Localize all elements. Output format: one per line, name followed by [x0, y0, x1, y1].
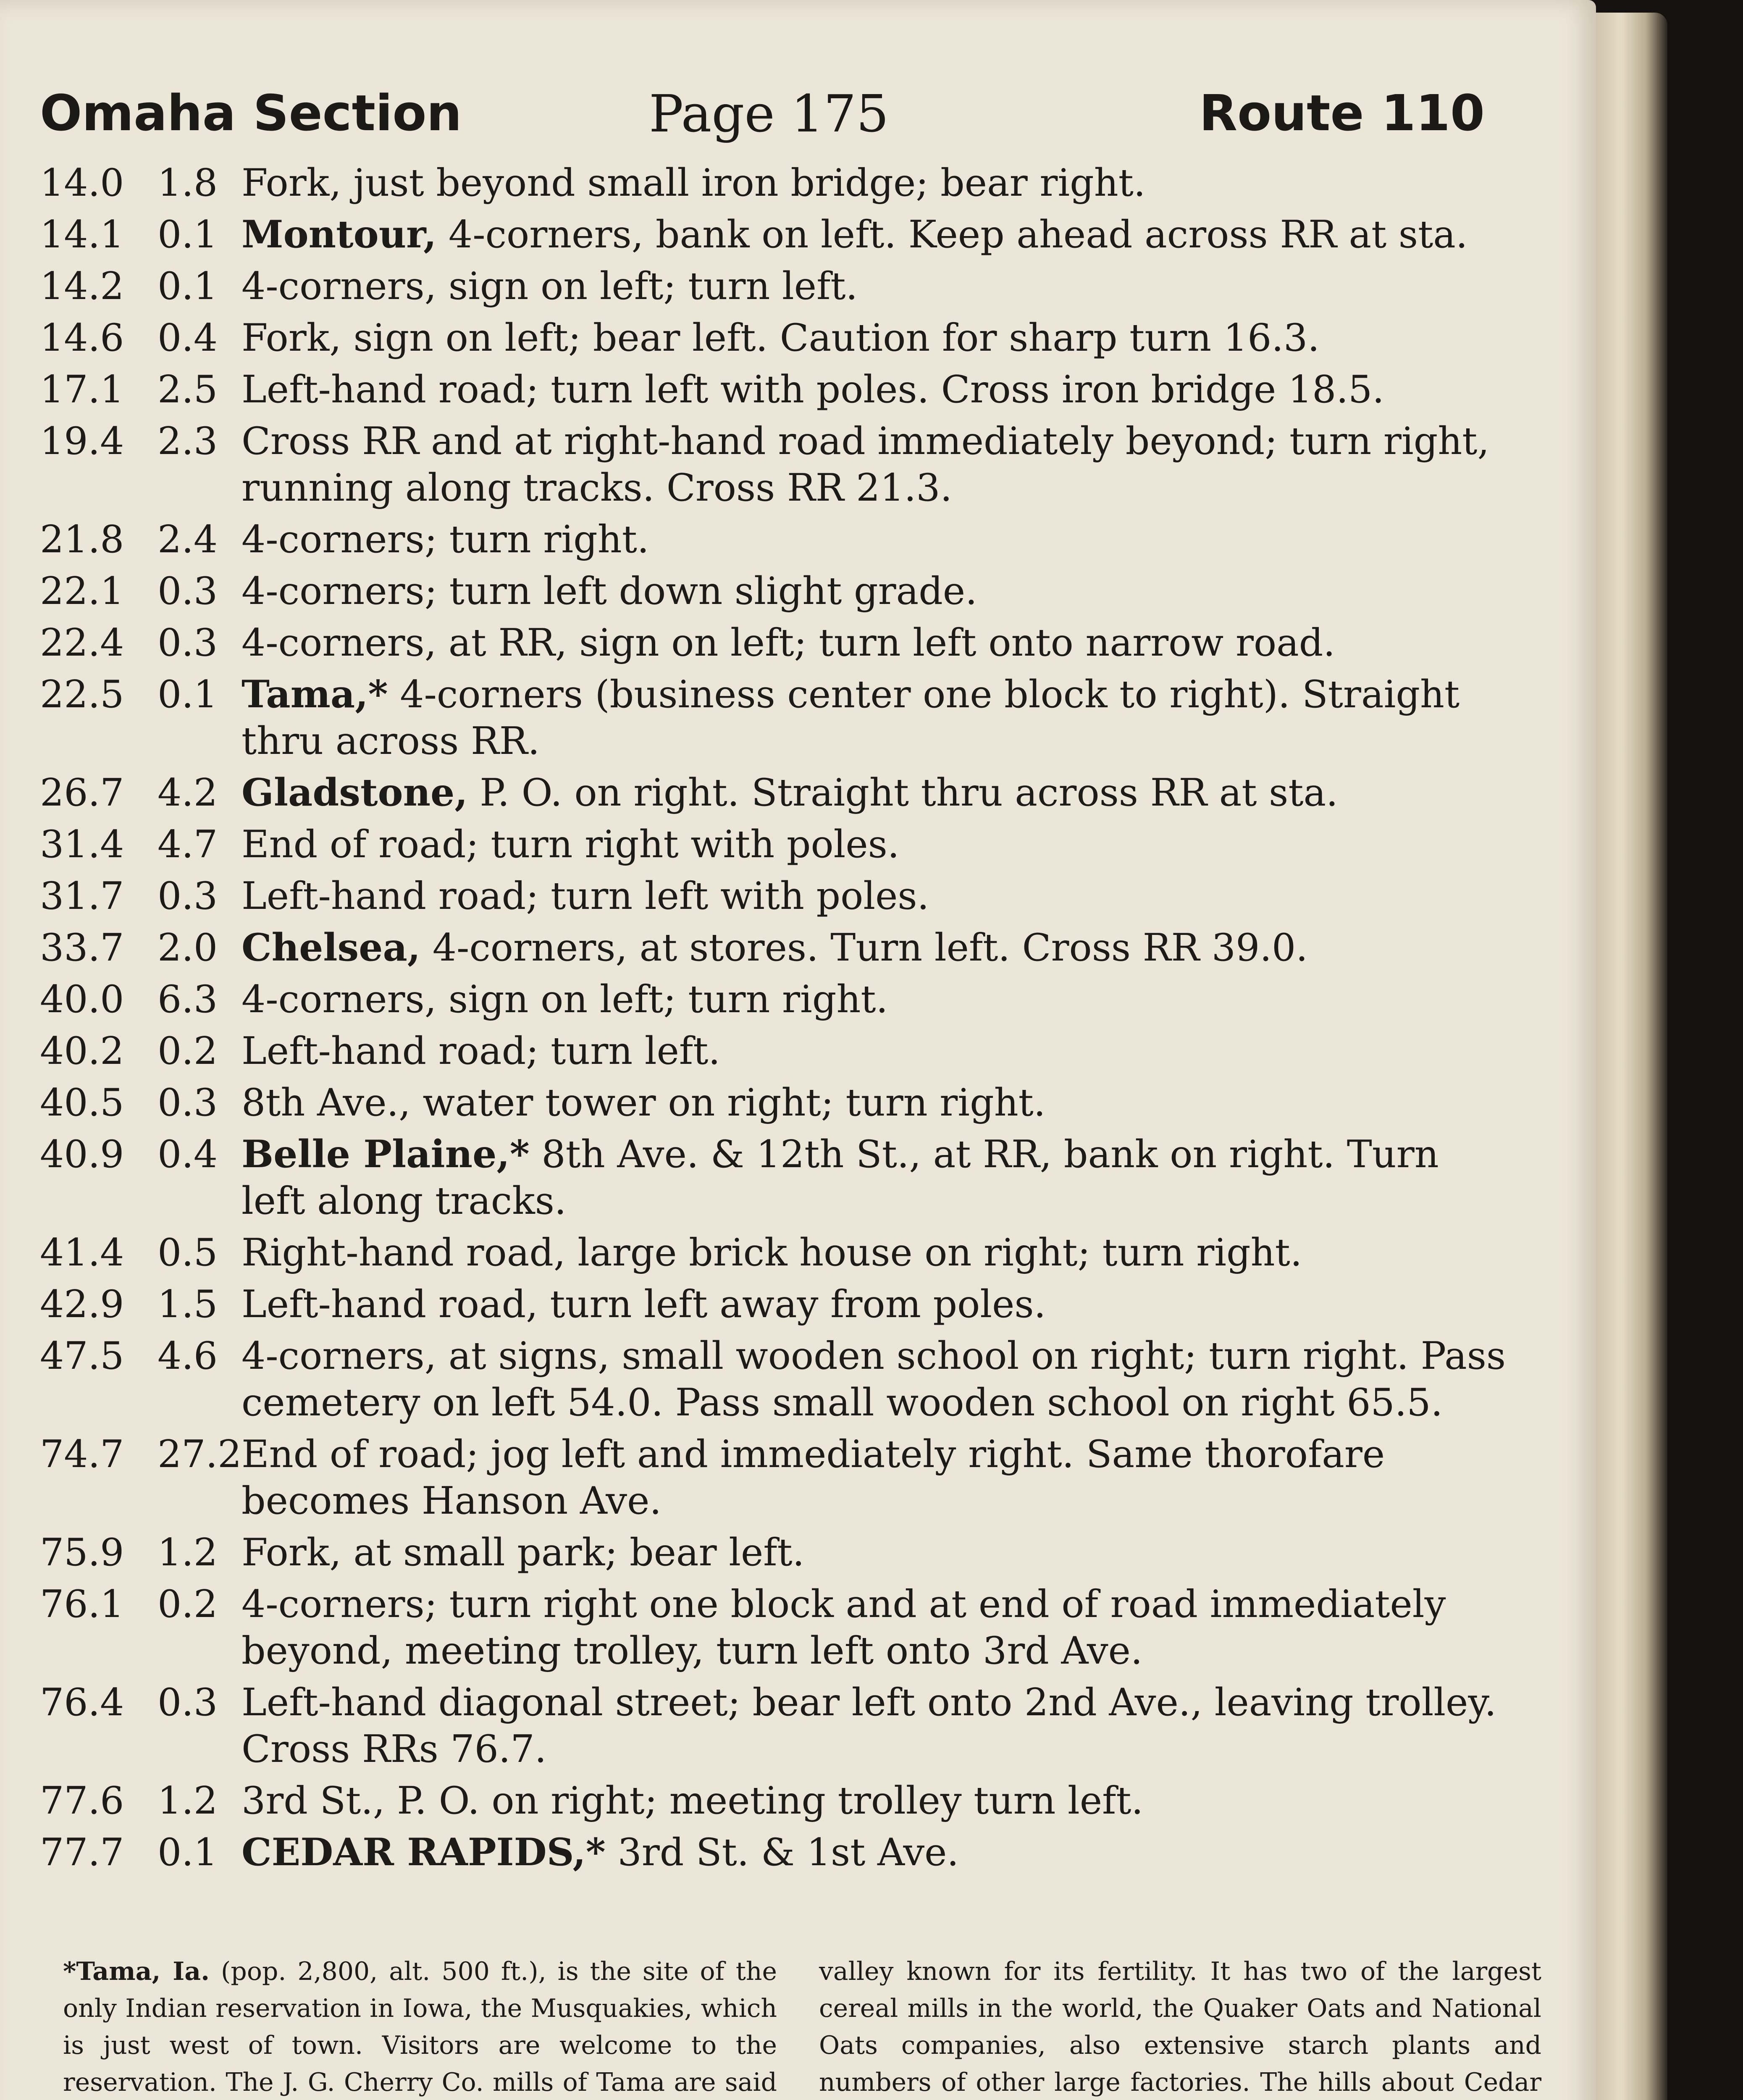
direction-detail: Fork, just beyond small iron bridge; bear right. [242, 161, 1146, 205]
route-entry [40, 366, 1510, 413]
direction-detail: P. O. on right. Straight thru across RR at sta. [467, 771, 1338, 815]
route-entry [40, 924, 1510, 971]
notes-right-column [819, 1953, 1541, 2100]
route-entry [40, 1431, 1510, 1524]
note-tama [63, 1953, 777, 2100]
direction-text [242, 1431, 1510, 1524]
direction-detail: End of road; turn right with poles. [242, 822, 900, 866]
interval-mileage: 0.1 [158, 672, 218, 717]
note-tama-text: (pop. 2,800, alt. 500 ft.), is the site of the only Indian reservation in Iowa, the Musquakies, which is just west of town. Visitors are welcome to the reservation. The J. G. Cherry Co. mills of Tama are said [63, 1957, 777, 2097]
total-mileage: 26.7 [40, 771, 124, 815]
route-entry [40, 1079, 1510, 1126]
total-mileage: 74.7 [40, 1432, 124, 1476]
total-mileage: 76.4 [40, 1680, 124, 1725]
route-entry [40, 1529, 1510, 1576]
direction-detail: Left-hand road; turn left with poles. Cross iron bridge 18.5. [242, 368, 1384, 412]
total-mileage: 41.4 [40, 1231, 124, 1275]
route-entry [40, 315, 1510, 361]
route-entry [40, 1829, 1510, 1876]
note-cedar-rapids-continued: valley known for its fertility. It has two of the largest cereal mills in the world, the Quaker Oats and National Oats companies, also extensive starch plants and numbers of other large factories. The hills about Cedar [819, 1957, 1541, 2097]
direction-text [242, 1529, 1510, 1576]
total-mileage: 31.7 [40, 874, 124, 918]
route-entry [40, 516, 1510, 563]
direction-detail: Right-hand road, large brick house on right; turn right. [242, 1231, 1302, 1275]
route-directions [40, 160, 1510, 1881]
total-mileage: 77.7 [40, 1830, 124, 1874]
total-mileage: 22.5 [40, 672, 124, 717]
interval-mileage: 1.2 [158, 1779, 218, 1823]
total-mileage: 47.5 [40, 1334, 124, 1378]
direction-detail: 4-corners, at signs, small wooden school on right; turn right. Pass cemetery on left 54.0. Pass small wooden school on right 65.5. [242, 1334, 1506, 1425]
direction-detail: 8th Ave. & 12th St., at RR, bank on right. Turn left along tracks. [242, 1132, 1439, 1223]
total-mileage: 76.1 [40, 1582, 124, 1626]
interval-mileage: 2.0 [158, 926, 218, 970]
total-mileage: 14.0 [40, 161, 124, 205]
direction-detail: 3rd St., P. O. on right; meeting trolley turn left. [242, 1779, 1144, 1823]
total-mileage: 75.9 [40, 1530, 124, 1575]
direction-detail: Left-hand road; turn left. [242, 1029, 720, 1073]
total-mileage: 22.1 [40, 569, 124, 613]
interval-mileage: 0.3 [158, 1081, 218, 1125]
interval-mileage: 4.2 [158, 771, 218, 815]
direction-text [242, 1829, 1510, 1876]
interval-mileage: 2.4 [158, 517, 218, 562]
total-mileage: 22.4 [40, 621, 124, 665]
total-mileage: 14.2 [40, 264, 124, 308]
direction-detail: Fork, at small park; bear left. [242, 1530, 805, 1575]
direction-text [242, 671, 1510, 764]
direction-text [242, 1028, 1510, 1074]
interval-mileage: 4.7 [158, 822, 218, 866]
interval-mileage: 27.2 [158, 1432, 242, 1476]
notes-left-column [63, 1953, 777, 2100]
direction-text [242, 924, 1510, 971]
place-name: Belle Plaine,* [242, 1132, 530, 1176]
direction-detail: 4-corners; turn right. [242, 517, 649, 562]
interval-mileage: 0.2 [158, 1029, 218, 1073]
direction-text [242, 976, 1510, 1023]
direction-text [242, 821, 1510, 868]
total-mileage: 14.6 [40, 316, 124, 360]
direction-detail: Left-hand diagonal street; bear left onto 2nd Ave., leaving trolley. Cross RRs 76.7. [242, 1680, 1496, 1771]
interval-mileage: 0.3 [158, 621, 218, 665]
direction-detail: 3rd St. & 1st Ave. [605, 1830, 959, 1874]
total-mileage: 19.4 [40, 419, 124, 463]
route-entry [40, 671, 1510, 764]
direction-text [242, 211, 1510, 258]
direction-text [242, 1079, 1510, 1126]
place-name: Chelsea, [242, 925, 421, 970]
total-mileage: 17.1 [40, 368, 124, 412]
direction-detail: 4-corners; turn left down slight grade. [242, 569, 977, 613]
interval-mileage: 0.1 [158, 213, 218, 257]
direction-detail: Fork, sign on left; bear left. Caution for sharp turn 16.3. [242, 316, 1320, 360]
direction-detail: End of road; jog left and immediately right. Same thorofare becomes Hanson Ave. [242, 1432, 1385, 1523]
direction-text [242, 873, 1510, 919]
interval-mileage: 0.4 [158, 1132, 218, 1176]
interval-mileage: 0.5 [158, 1231, 218, 1275]
route-entry [40, 263, 1510, 310]
interval-mileage: 2.5 [158, 368, 218, 412]
direction-text [242, 1131, 1510, 1224]
note-tama-title: *Tama, Ia. [63, 1957, 210, 1986]
total-mileage: 77.6 [40, 1779, 124, 1823]
direction-detail: 4-corners, sign on left; turn right. [242, 977, 888, 1021]
route-entry [40, 821, 1510, 868]
route-entry [40, 620, 1510, 666]
interval-mileage: 2.3 [158, 419, 218, 463]
route-entry [40, 1229, 1510, 1276]
place-name: Montour, [242, 212, 437, 257]
direction-detail: Left-hand road, turn left away from poles. [242, 1282, 1046, 1326]
book-page-edge [1596, 13, 1667, 2100]
route-entry [40, 976, 1510, 1023]
route-entry [40, 1028, 1510, 1074]
route-entry [40, 769, 1510, 816]
total-mileage: 40.0 [40, 977, 124, 1021]
total-mileage: 40.2 [40, 1029, 124, 1073]
direction-text [242, 1777, 1510, 1824]
direction-text [242, 418, 1510, 511]
interval-mileage: 1.5 [158, 1282, 218, 1326]
interval-mileage: 0.3 [158, 874, 218, 918]
page-header [40, 84, 1485, 155]
route-entry [40, 1281, 1510, 1328]
route-entry [40, 211, 1510, 258]
interval-mileage: 1.2 [158, 1530, 218, 1575]
route-entry [40, 1333, 1510, 1426]
total-mileage: 42.9 [40, 1282, 124, 1326]
section-title: Omaha Section [40, 84, 462, 142]
route-entry [40, 1131, 1510, 1224]
place-name: Gladstone, [242, 770, 468, 815]
direction-detail: 8th Ave., water tower on right; turn right. [242, 1081, 1046, 1125]
route-entry [40, 160, 1510, 206]
interval-mileage: 0.1 [158, 1830, 218, 1874]
route-entry [40, 568, 1510, 614]
direction-detail: 4-corners; turn right one block and at end of road immediately beyond, meeting trolley, turn left onto 3rd Ave. [242, 1582, 1446, 1673]
direction-text [242, 1333, 1510, 1426]
interval-mileage: 0.3 [158, 1680, 218, 1725]
place-name: Tama,* [242, 672, 388, 717]
route-entry [40, 1777, 1510, 1824]
interval-mileage: 0.3 [158, 569, 218, 613]
direction-text [242, 516, 1510, 563]
page-number: Page 175 [649, 84, 889, 144]
direction-detail: 4-corners (business center one block to right). Straight thru across RR. [242, 672, 1460, 763]
direction-detail: 4-corners, at stores. Turn left. Cross RR 39.0. [420, 926, 1308, 970]
direction-detail: 4-corners, at RR, sign on left; turn left onto narrow road. [242, 621, 1336, 665]
direction-detail: 4-corners, bank on left. Keep ahead across RR at sta. [436, 213, 1468, 257]
direction-text [242, 1281, 1510, 1328]
direction-detail: 4-corners, sign on left; turn left. [242, 264, 858, 308]
direction-text [242, 1581, 1510, 1674]
interval-mileage: 4.6 [158, 1334, 218, 1378]
route-entry [40, 1581, 1510, 1674]
direction-text [242, 315, 1510, 361]
route-entry [40, 873, 1510, 919]
route-entry [40, 1679, 1510, 1772]
direction-detail: Left-hand road; turn left with poles. [242, 874, 929, 918]
direction-text [242, 568, 1510, 614]
direction-text [242, 263, 1510, 310]
interval-mileage: 0.1 [158, 264, 218, 308]
total-mileage: 33.7 [40, 926, 124, 970]
direction-text [242, 1679, 1510, 1772]
direction-text [242, 620, 1510, 666]
interval-mileage: 6.3 [158, 977, 218, 1021]
total-mileage: 40.9 [40, 1132, 124, 1176]
direction-text [242, 769, 1510, 816]
total-mileage: 31.4 [40, 822, 124, 866]
total-mileage: 21.8 [40, 517, 124, 562]
direction-text [242, 366, 1510, 413]
total-mileage: 40.5 [40, 1081, 124, 1125]
interval-mileage: 0.4 [158, 316, 218, 360]
route-number: Route 110 [1199, 84, 1485, 142]
place-name: CEDAR RAPIDS,* [242, 1830, 606, 1874]
interval-mileage: 0.2 [158, 1582, 218, 1626]
total-mileage: 14.1 [40, 213, 124, 257]
route-entry [40, 418, 1510, 511]
direction-detail: Cross RR and at right-hand road immediately beyond; turn right, running along tracks. Cross RR 21.3. [242, 419, 1490, 510]
interval-mileage: 1.8 [158, 161, 218, 205]
direction-text [242, 1229, 1510, 1276]
direction-text [242, 160, 1510, 206]
